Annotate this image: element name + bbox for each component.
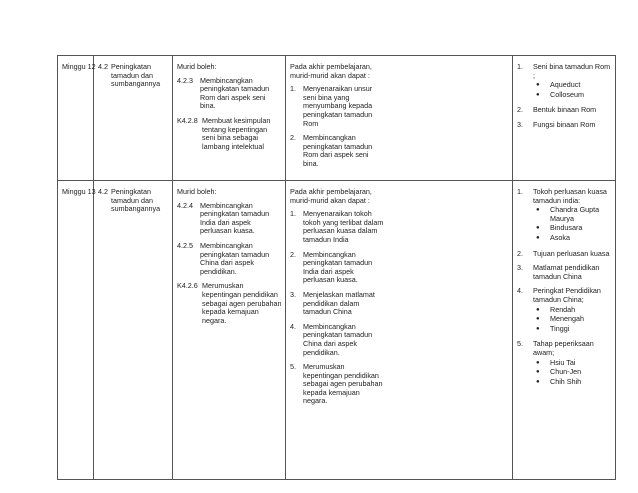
content-text: Fungsi binaan Rom	[533, 119, 596, 129]
objective-item	[290, 85, 385, 128]
content-item	[517, 106, 612, 115]
unit-cell	[94, 56, 173, 181]
objective-item	[290, 291, 385, 317]
content-number: 3.	[517, 119, 523, 129]
list-item: ● Bindusara	[533, 224, 612, 233]
standard-text: Membuat kesimpulan tentang kepentingan seni bina sebagai lambang intelektual	[202, 115, 271, 151]
list-item: ● Aqueduct	[533, 81, 612, 90]
objective-number: 3.	[290, 289, 296, 299]
objective-text: Menyenaraikan unsur seni bina yang menyumbang kepada peningkatan tamadun Rom	[303, 84, 373, 128]
content-number: 1.	[517, 62, 523, 71]
objectives-intro: Pada akhir pembelajaran, murid-murid akan dapat :	[290, 62, 372, 80]
content-text: Peringkat Pendidikan tamadun China;	[533, 286, 601, 304]
objectives-intro: Pada akhir pembelajaran, murid-murid akan dapat :	[290, 187, 372, 205]
bullet-list	[533, 206, 612, 242]
content-item	[517, 121, 612, 130]
content-number: 4.	[517, 286, 523, 296]
content-text: Tokoh perluasan kuasa tamadun india:	[533, 187, 607, 205]
week-cell	[58, 56, 94, 181]
standard-text: Merumuskan kepentingan pendidikan sebagai agen perubahan kepada kemajuan negara.	[202, 281, 282, 325]
standard-item	[177, 77, 282, 111]
bullet-list	[533, 359, 612, 387]
unit-cell	[94, 181, 173, 480]
standards-cell	[173, 56, 286, 181]
standard-item	[177, 242, 282, 276]
week-cell	[58, 181, 94, 480]
standard-code: K4.2.8	[177, 115, 198, 125]
list-item: ● Chun-Jen	[533, 368, 612, 377]
objective-number: 1.	[290, 84, 296, 94]
list-item: ● Chih Shih	[533, 378, 612, 387]
standard-code: 4.2.4	[177, 200, 193, 210]
content-item	[517, 188, 612, 244]
content-number: 1.	[517, 187, 523, 196]
objective-number: 5.	[290, 362, 296, 372]
objectives-cell	[286, 181, 513, 480]
standards-intro: Murid boleh:	[177, 62, 217, 71]
bullet-list	[533, 306, 612, 334]
table-row	[58, 56, 616, 181]
objective-item	[290, 134, 385, 168]
standard-text: Membincangkan peningkatan tamadun Rom dari aspek seni bina.	[200, 75, 270, 111]
standard-item	[177, 117, 282, 151]
unit-title: Peningkatan tamadun dan sumbangannya	[111, 187, 161, 214]
standards-intro: Murid boleh:	[177, 187, 217, 196]
standard-text: Membincangkan peningkatan tamadun China dari aspek pendidikan.	[200, 240, 270, 276]
bullet-icon: ●	[536, 359, 540, 366]
content-cell	[513, 56, 616, 181]
content-text: Tahap peperiksaan awam;	[533, 339, 594, 357]
bullet-icon: ●	[536, 82, 540, 89]
bullet-list	[533, 81, 612, 99]
table-row	[58, 181, 616, 480]
content-number: 2.	[517, 105, 523, 115]
bullet-icon: ●	[536, 225, 540, 232]
list-item: ● Chandra Gupta Maurya	[533, 206, 612, 223]
content-text: Bentuk binaan Rom	[533, 105, 597, 115]
content-item	[517, 264, 612, 281]
content-cell	[513, 181, 616, 480]
objective-text: Menyenaraikan tokoh tokoh yang terlibat dalam perluasan kuasa dalam tamadun India	[303, 209, 384, 244]
week-label: Minggu 13	[62, 187, 96, 196]
bullet-icon: ●	[536, 378, 540, 385]
objective-number: 1.	[290, 209, 296, 219]
objective-number: 4.	[290, 321, 296, 331]
standard-text: Membincangkan peningkatan tamadun India dari aspek perluasan kuasa.	[200, 200, 270, 236]
bullet-icon: ●	[536, 369, 540, 376]
objective-text: Merumuskan kepentingan pendidikan sebagai agen perubahan kepada kemajuan negara.	[303, 362, 383, 406]
content-text: Matlamat pendidikan tamadun China	[533, 263, 600, 281]
list-item: ● Asoka	[533, 234, 612, 243]
content-item	[517, 250, 612, 259]
content-number: 2.	[517, 248, 523, 258]
unit-title: Peningkatan tamadun dan sumbangannya	[111, 62, 161, 89]
lesson-plan-table	[57, 55, 616, 480]
standard-code: K4.2.6	[177, 281, 198, 291]
objective-number: 2.	[290, 249, 296, 259]
content-number: 5.	[517, 339, 523, 349]
standard-item	[177, 202, 282, 236]
bullet-icon: ●	[536, 234, 540, 241]
content-number: 3.	[517, 263, 523, 273]
list-item: ● Rendah	[533, 306, 612, 315]
standard-code: 4.2.5	[177, 240, 193, 250]
objective-text: Membincangkan peningkatan tamadun Rom dari aspek seni bina.	[303, 133, 373, 168]
objective-item	[290, 251, 385, 285]
list-item: ● Menengah	[533, 315, 612, 324]
bullet-icon: ●	[536, 325, 540, 332]
objective-number: 2.	[290, 133, 296, 143]
content-text: Seni bina tamadun Rom ;	[533, 62, 611, 80]
content-text: Tujuan perluasan kuasa	[533, 248, 610, 258]
content-item	[517, 340, 612, 387]
objective-text: Membincangkan peningkatan tamadun China dari aspek pendidikan.	[303, 321, 373, 357]
objective-item	[290, 363, 385, 406]
content-item	[517, 287, 612, 334]
bullet-icon: ●	[536, 91, 540, 98]
list-item: ● Tinggi	[533, 325, 612, 334]
objective-item	[290, 323, 385, 357]
content-item	[517, 63, 612, 100]
standard-item	[177, 282, 282, 325]
list-item: ● Hsiu Tai	[533, 359, 612, 368]
objectives-cell	[286, 56, 513, 181]
week-label: Minggu 12	[62, 62, 96, 71]
bullet-icon: ●	[536, 316, 540, 323]
list-item: ● Colloseum	[533, 91, 612, 100]
unit-number: 4.2	[98, 62, 108, 71]
bullet-icon: ●	[536, 306, 540, 313]
unit-number: 4.2	[98, 187, 108, 196]
standard-code: 4.2.3	[177, 75, 193, 85]
objective-text: Membincangkan peningkatan tamadun India dari aspek perluasan kuasa.	[303, 249, 373, 285]
objective-text: Menjelaskan matlamat pendidikan dalam tamadun China	[303, 289, 375, 317]
objective-item	[290, 210, 385, 244]
bullet-icon: ●	[536, 207, 540, 214]
standards-cell	[173, 181, 286, 480]
